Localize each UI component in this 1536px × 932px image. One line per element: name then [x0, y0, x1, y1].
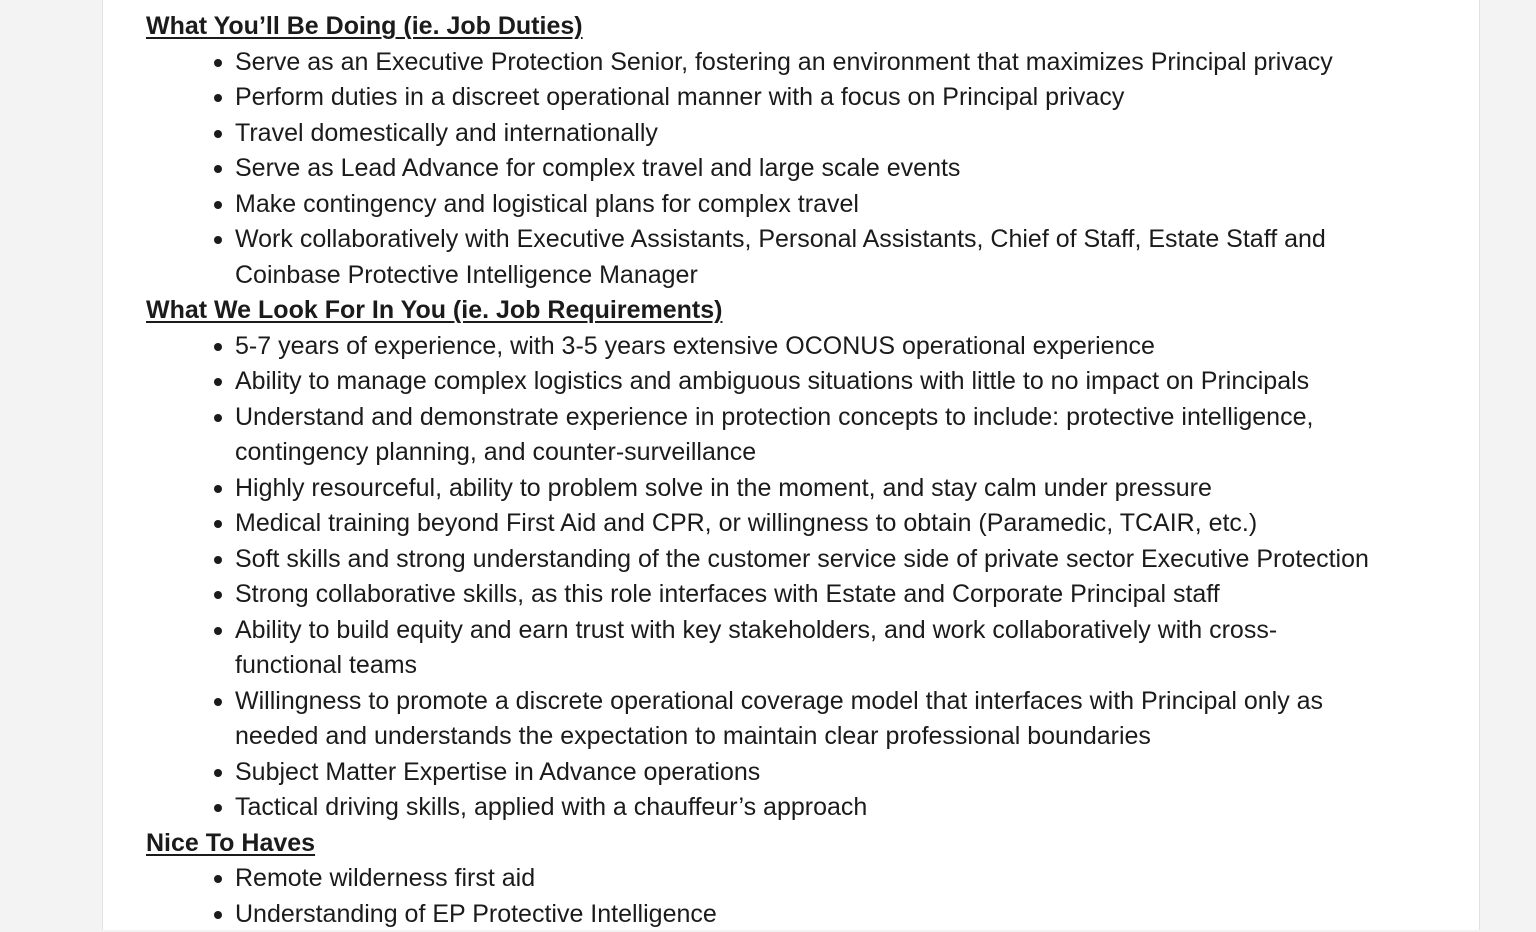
- list-item-text: 5-7 years of experience, with 3-5 years extensive OCONUS operational experience: [235, 329, 1466, 365]
- list-item: [235, 755, 1466, 791]
- bullet-list-job-duties: [146, 45, 1466, 294]
- list-item: [235, 790, 1466, 826]
- job-description-content: [146, 9, 1466, 932]
- list-item: [235, 329, 1466, 365]
- list-item: [235, 861, 1466, 897]
- list-item-text: Perform duties in a discreet operational manner with a focus on Principal privacy: [235, 80, 1466, 116]
- document-page: [102, 0, 1480, 930]
- list-item-text: needed and understands the expectation to maintain clear professional boundaries: [235, 719, 1466, 755]
- section-heading-nice-to-haves: Nice To Haves: [146, 826, 1466, 862]
- list-item-text: Travel domestically and internationally: [235, 116, 1466, 152]
- list-item-text: Coinbase Protective Intelligence Manager: [235, 258, 1466, 294]
- list-item-text: Subject Matter Expertise in Advance operations: [235, 755, 1466, 791]
- list-item-text: Ability to build equity and earn trust with key stakeholders, and work collaboratively with cross-: [235, 613, 1466, 649]
- list-item: [235, 897, 1466, 932]
- list-item-text: Strong collaborative skills, as this role interfaces with Estate and Corporate Principal staff: [235, 577, 1466, 613]
- list-item-text: Serve as Lead Advance for complex travel and large scale events: [235, 151, 1466, 187]
- list-item-text: contingency planning, and counter-surveillance: [235, 435, 1466, 471]
- section-heading-job-duties: What You’ll Be Doing (ie. Job Duties): [146, 9, 1466, 45]
- list-item-text: Tactical driving skills, applied with a chauffeur’s approach: [235, 790, 1466, 826]
- list-item-text: Highly resourceful, ability to problem solve in the moment, and stay calm under pressure: [235, 471, 1466, 507]
- list-item-text: Understanding of EP Protective Intelligence: [235, 897, 1466, 932]
- section-heading-job-requirements: What We Look For In You (ie. Job Requirements): [146, 293, 1466, 329]
- bullet-list-job-requirements: [146, 329, 1466, 826]
- list-item-text: Soft skills and strong understanding of the customer service side of private sector Executive Protection: [235, 542, 1466, 578]
- list-item: [235, 400, 1466, 471]
- list-item: [235, 187, 1466, 223]
- list-item: [235, 577, 1466, 613]
- list-item: [235, 80, 1466, 116]
- list-item-text: Make contingency and logistical plans for complex travel: [235, 187, 1466, 223]
- list-item-text: Medical training beyond First Aid and CPR, or willingness to obtain (Paramedic, TCAIR, etc.): [235, 506, 1466, 542]
- list-item: [235, 613, 1466, 684]
- list-item: [235, 222, 1466, 293]
- list-item: [235, 542, 1466, 578]
- list-item-text: Understand and demonstrate experience in protection concepts to include: protective intelligence,: [235, 400, 1466, 436]
- list-item: [235, 116, 1466, 152]
- list-item-text: Ability to manage complex logistics and ambiguous situations with little to no impact on Principals: [235, 364, 1466, 400]
- list-item-text: Work collaboratively with Executive Assistants, Personal Assistants, Chief of Staff, Estate Staff and: [235, 222, 1466, 258]
- list-item: [235, 471, 1466, 507]
- bullet-list-nice-to-haves: [146, 861, 1466, 932]
- list-item: [235, 506, 1466, 542]
- list-item: [235, 684, 1466, 755]
- list-item-text: Remote wilderness first aid: [235, 861, 1466, 897]
- list-item: [235, 364, 1466, 400]
- list-item-text: functional teams: [235, 648, 1466, 684]
- list-item-text: Serve as an Executive Protection Senior, fostering an environment that maximizes Principal privacy: [235, 45, 1466, 81]
- list-item: [235, 45, 1466, 81]
- list-item: [235, 151, 1466, 187]
- list-item-text: Willingness to promote a discrete operational coverage model that interfaces with Principal only as: [235, 684, 1466, 720]
